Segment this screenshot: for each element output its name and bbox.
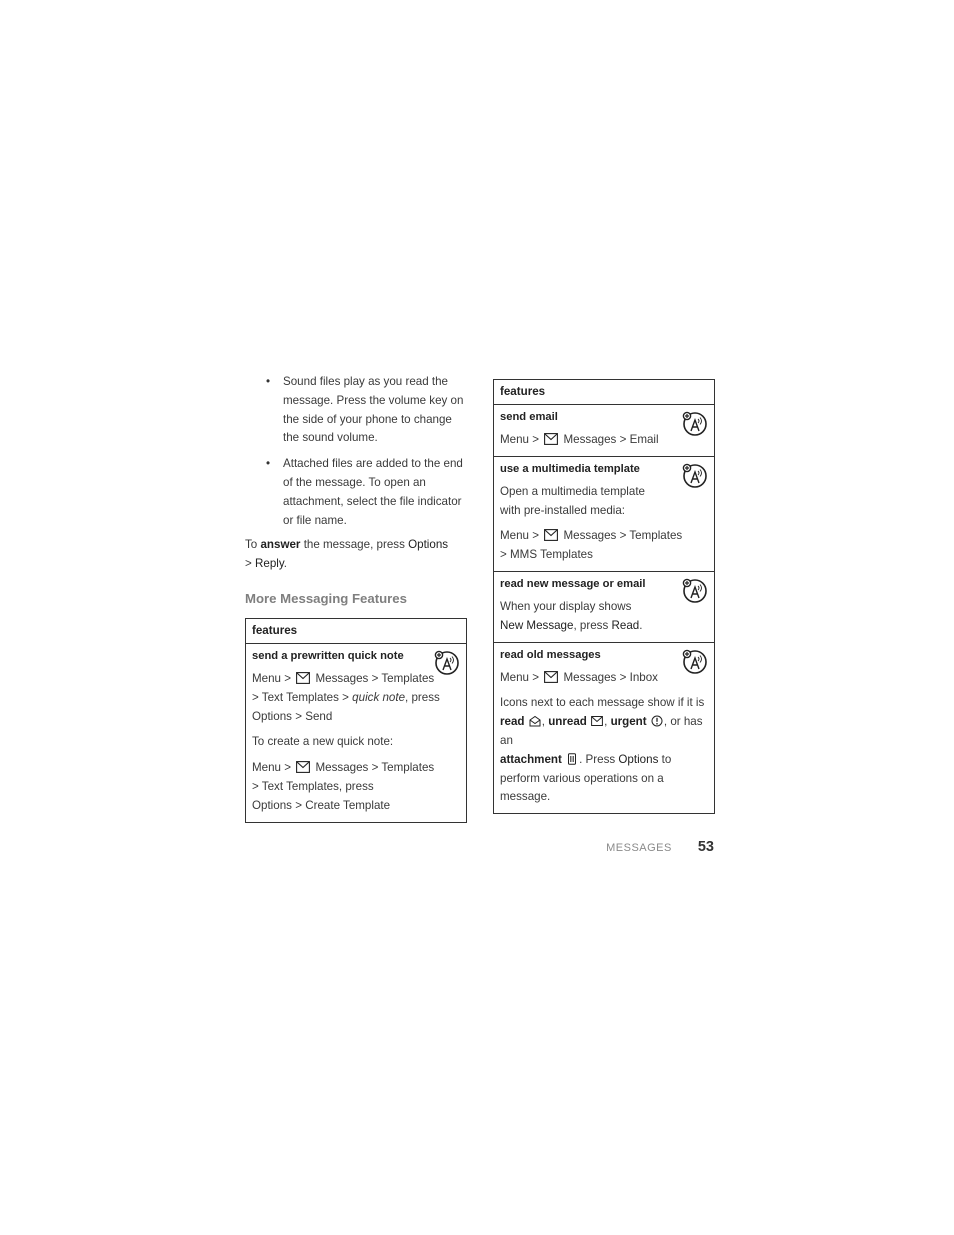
feature-row (494, 405, 714, 456)
quick-note-placeholder: quick note (352, 690, 406, 704)
feature-row (246, 644, 466, 822)
email-key: Email (629, 433, 659, 446)
unread-label: unread (548, 715, 587, 729)
urgent-icon (651, 715, 663, 727)
separator: > (532, 433, 540, 446)
create-template-key: Create Template (305, 798, 391, 812)
feature-row (494, 457, 714, 571)
menu-key: Menu (252, 671, 282, 685)
text: , or has an (500, 715, 703, 747)
table-header: features (252, 623, 298, 637)
menu-key: Menu (500, 433, 530, 446)
options-key: Options (408, 538, 449, 552)
feature-row (494, 643, 714, 814)
icons-description (500, 694, 708, 807)
feature-row (494, 572, 714, 642)
text: To (245, 538, 258, 552)
text: When your display shows (500, 599, 632, 613)
text: , press (338, 779, 374, 793)
separator: > (295, 709, 302, 723)
feature-description (500, 598, 708, 636)
text: to perform various operations on a message. (500, 752, 672, 804)
feature-title: read new message or email (500, 577, 646, 590)
network-feature-icon (682, 649, 708, 675)
instruction-text: To create a new quick note: (252, 735, 394, 749)
text: . (283, 557, 288, 571)
menu-path (252, 670, 460, 726)
separator: > (295, 798, 302, 812)
section-title: More Messaging Features (245, 590, 407, 606)
messages-key: Messages (315, 761, 369, 775)
read-envelope-icon (529, 715, 541, 727)
envelope-icon (544, 529, 558, 541)
envelope-icon (544, 671, 558, 683)
separator: > (252, 779, 259, 793)
feature-title: use a multimedia template (500, 462, 640, 475)
bullet-list (245, 373, 467, 530)
templates-key: Templates (381, 671, 435, 685)
mms-templates-key: MMS Templates (510, 548, 593, 562)
text-templates-key: Text Templates (261, 690, 339, 704)
answer-keyword: answer (260, 538, 301, 552)
messages-key: Messages (315, 671, 369, 685)
text: , (604, 715, 608, 729)
menu-path (500, 527, 708, 565)
inbox-key: Inbox (629, 670, 658, 684)
templates-key: Templates (381, 761, 435, 775)
feature-description: Open a multimedia template with pre-installed media: (500, 484, 645, 517)
left-column (245, 373, 467, 823)
bullet-item: • Sound files play as you read the message. Press the volume key on the side of your phone to change the sound volume. (283, 373, 467, 448)
page-footer (606, 839, 714, 855)
separator: > (371, 761, 379, 775)
menu-path (252, 759, 460, 815)
network-feature-icon (434, 650, 460, 676)
separator: > (532, 529, 540, 543)
separator: > (252, 690, 259, 704)
options-key: Options (252, 798, 292, 812)
separator: > (532, 670, 540, 684)
network-feature-icon (682, 463, 708, 489)
page-number: 53 (697, 839, 714, 855)
messages-key: Messages (563, 670, 617, 684)
separator: > (619, 670, 627, 684)
new-message-key: New Message (500, 618, 574, 632)
separator: > (284, 761, 292, 775)
options-key: Options (618, 752, 659, 766)
send-key: Send (305, 709, 333, 723)
text: . Press (579, 752, 616, 766)
bullet-item: • Attached files are added to the end of the message. To open an attachment, select the file indicator or file name. (283, 455, 467, 530)
attachment-icon (566, 753, 578, 765)
menu-key: Menu (252, 761, 282, 775)
separator: > (371, 671, 379, 685)
menu-key: Menu (500, 670, 530, 684)
features-table-right (493, 379, 715, 814)
envelope-icon (544, 433, 558, 445)
templates-key: Templates (629, 529, 683, 543)
feature-title: send a prewritten quick note (252, 649, 404, 662)
separator: > (619, 529, 627, 543)
read-key: Read (611, 618, 640, 632)
separator: > (284, 671, 292, 685)
footer-section-label: MESSAGES (606, 842, 672, 854)
text: , press (573, 618, 609, 632)
text: , press (405, 690, 440, 704)
right-column (493, 379, 715, 814)
menu-path (500, 431, 708, 450)
feature-title: send email (500, 411, 558, 423)
messages-key: Messages (563, 529, 617, 543)
text: . (639, 618, 643, 632)
separator: > (245, 557, 252, 571)
read-label: read (500, 715, 525, 729)
text: the message, press (303, 538, 405, 552)
network-feature-icon (682, 411, 708, 437)
text-templates-key: Text Templates (261, 779, 339, 793)
reply-key: Reply (255, 557, 284, 571)
text: , (541, 715, 545, 729)
messages-key: Messages (563, 433, 617, 446)
features-table-left (245, 618, 467, 823)
separator: > (342, 690, 349, 704)
menu-key: Menu (500, 529, 530, 543)
network-feature-icon (682, 578, 708, 604)
envelope-icon (296, 761, 310, 773)
separator: > (500, 548, 507, 562)
urgent-label: urgent (610, 715, 647, 729)
table-header: features (500, 385, 546, 398)
options-key: Options (252, 709, 292, 723)
unread-envelope-icon (591, 715, 603, 727)
text: Icons next to each message show if it is (500, 696, 705, 710)
menu-path (500, 669, 708, 688)
separator: > (619, 433, 627, 446)
feature-title: read old messages (500, 648, 601, 661)
answer-instruction (245, 536, 467, 574)
envelope-icon (296, 672, 310, 684)
attachment-label: attachment (500, 752, 562, 766)
